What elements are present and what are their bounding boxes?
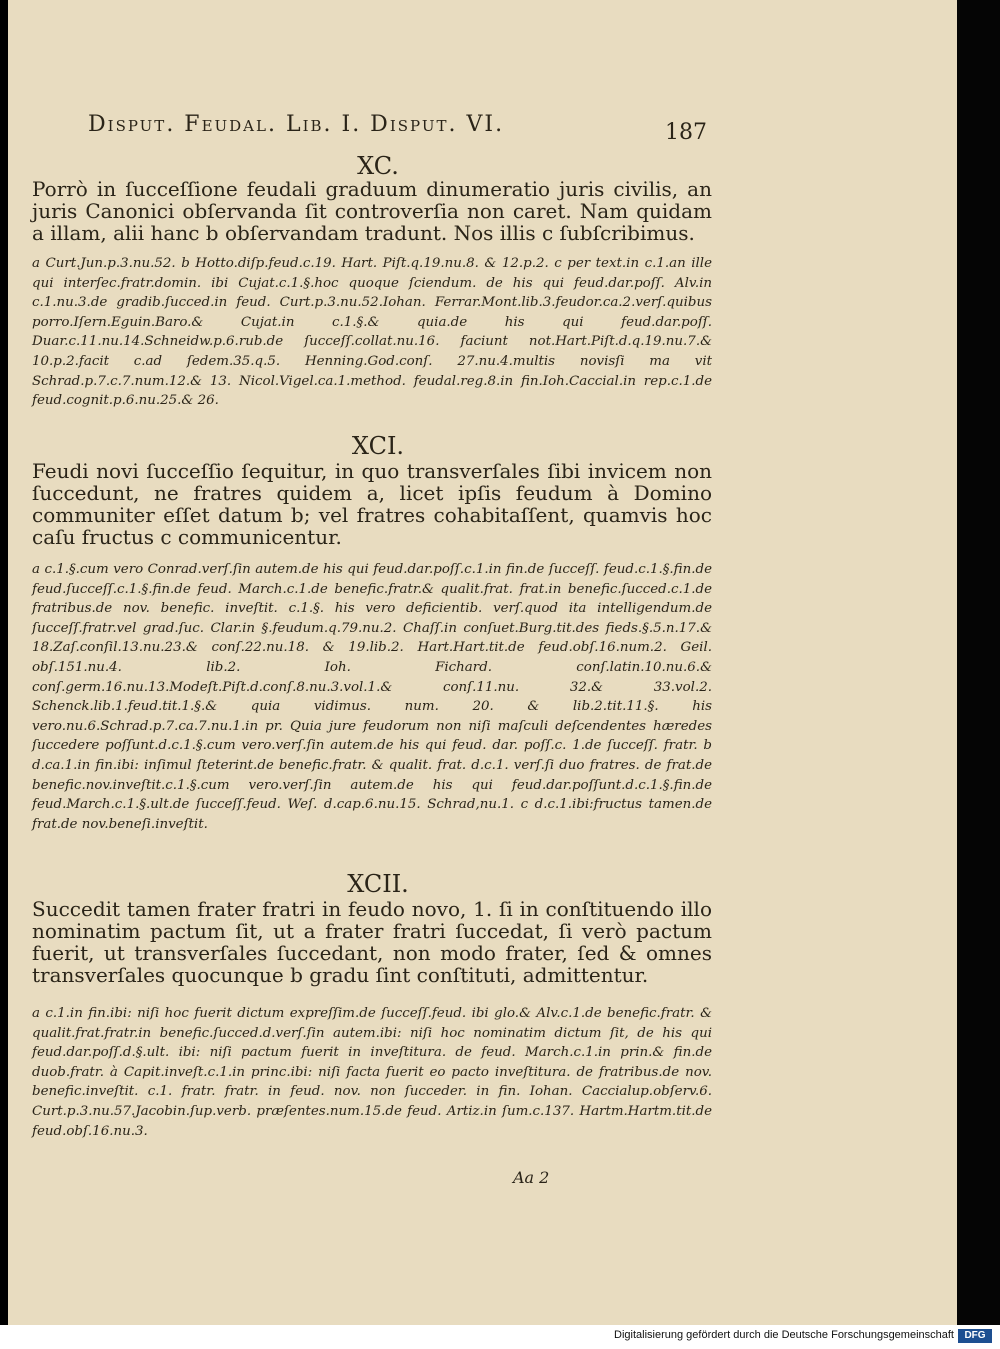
footer-bar (0, 1325, 1000, 1349)
footer-funding-text: Digitalisierung gefördert durch die Deutsche Forschungsgemeinschaft (614, 1329, 954, 1341)
section-text-xc: Porrò in ſucceſſione feudali graduum dinumeratio juris civilis, an juris Canonici obſervanda ſit controverſia non caret. Nam quidam a illam, alii hanc b obſervandam tradunt. Nos illis c ſubſcribimus. (32, 177, 712, 245)
section-notes-xci: a c.1.§.cum vero Conrad.verſ.ſin autem.de his qui feud.dar.poſſ.c.1.in fin.de ſucceſſ. feud.c.1.§.fin.de feud.ſucceſſ.c.1.§.fin.de feud. March.c.1.de benefic.fratr.& qualit.frat. frat.in benefic.ſucced.c.1.de fratribus.de nov. benefic. inveſtit. c.1.§. his vero deficientib. verſ.quod ita intelligendum.de ſucceſſ.fratr.vel grad.ſuc. Clar.in §.feudum.q.79.nu.2. Chaſſ.in conſuet.Burg.tit.des fieds.§.5.n.17.& 18.Zaſ.conſil.13.nu.23.& conſ.22.nu.18. & 19.lib.2. Hart.Hart.tit.de feud.obſ.16.num.2. Geil. obſ.151.nu.4. lib.2. Ioh. Fichard. conſ.latin.10.nu.6.& conſ.germ.16.nu.13.Modeſt.Piſt.d.conſ.8.nu.3.vol.1.& conſ.11.nu. 32.& 33.vol.2. Schenck.lib.1.feud.tit.1.§.& quia vidimus. num. 20. & lib.2.tit.11.§. his vero.nu.6.Schrad.p.7.ca.7.nu.1.in pr. Quia jure feudorum non niſi maſculi deſcendentes hæredes ſuccedere poſſunt.d.c.1.§.cum vero.verſ.ſin autem.de his qui feud. dar. poſſ.c. 1.de ſucceſſ. fratr. b d.ca.1.in fin.ibi: inſimul ſteterint.de benefic.fratr. & qualit. frat. d.c.1. verſ.ſi duo fratres. de frat.de benefic.nov.inveſtit.c.1.§.cum vero.verſ.ſin autem.de his qui feud.dar.poſſunt.d.c.1.§.fin.de feud.March.c.1.§.ult.de ſucceſſ.feud. Weſ. d.cap.6.nu.15. Schrad,nu.1. c d.c.1.ibi:fructus tamen.de frat.de nov.beneſi.inveſtit. (32, 562, 712, 832)
scan-border (957, 0, 1000, 1325)
section-heading-xci: XCI. (351, 432, 405, 460)
section-text-xcii: Succedit tamen frater fratri in feudo novo, 1. ſi in conſtituendo illo nominatim pactum ſit, ut a frater fratri ſuccedat, ſi verò pactum fuerit, ut transverſales ſuccedant, non modo frater, ſed & omnes transverſales quocunque b gradu ſint conſtituti, admittentur. (32, 897, 712, 987)
catchword: Aa 2 (513, 1168, 550, 1187)
section-text-xci: Feudi novi ſucceſſio ſequitur, in quo transverſales ſibi invicem non ſuccedunt, ne fratres quidem a, licet ipſis feudum à Domino communiter eſſet datum b; vel fratres cohabitaſſent, quamvis hoc caſu fructus c communicentur. (32, 459, 712, 549)
running-head: Disput. Feudal. Lib. I. Disput. VI. (88, 112, 505, 137)
dfg-logo: DFG (958, 1329, 992, 1343)
section-notes-xcii: a c.1.in fin.ibi: niſi hoc fuerit dictum expreſſim.de ſucceſſ.feud. ibi glo.& Alv.c.1.de benefic.fratr. & qualit.frat.fratr.in benefic.ſucced.d.verſ.ſin autem.ibi: niſi hoc nominatim dictum ſit, de his qui feud.dar.poſſ.d.§.ult. ibi: niſi pactum fuerit in inveſtitura. de feud. March.c.1.in prin.& fin.de duob.fratr. à Capit.inveſt.c.1.in princ.ibi: niſi facta fuerit eo pacto inveſtitura. de fratribus.de nov. benefic.inveſtit. c.1. fratr. fratr. in feud. nov. non ſucceder. in fin. Iohan. Caccialup.obſerv.6. Curt.p.3.nu.57.Jacobin.ſup.verb. præſentes.num.15.de feud. Artiz.in ſum.c.137. Hartm.Hartm.tit.de feud.obſ.16.nu.3. (32, 1006, 712, 1139)
section-heading-xc: XC. (357, 152, 399, 180)
page-number: 187 (665, 120, 707, 145)
section-heading-xcii: XCII. (347, 870, 409, 898)
section-notes-xc: a Curt.Jun.p.3.nu.52. b Hotto.diſp.feud.c.19. Hart. Piſt.q.19.nu.8. & 12.p.2. c per text.in c.1.an ille qui interſec.fratr.domin. ibi Cujat.c.1.§.hoc quoque ſciendum. de his qui feud.dar.poſſ. Alv.in c.1.nu.3.de gradib.ſucced.in feud. Curt.p.3.nu.52.Iohan. Ferrar.Mont.lib.3.feudor.ca.2.verſ.quibus porro.Iſern.Eguin.Baro.& Cujat.in c.1.§.& quia.de his qui feud.dar.poſſ. Duar.c.11.nu.14.Schneidw.p.6.rub.de ſucceſſ.collat.nu.16. faciunt not.Hart.Piſt.d.q.19.nu.7.& 10.p.2.facit c.ad ſedem.35.q.5. Henning.God.conſ. 27.nu.4.multis novisſi ma vit Schrad.p.7.c.7.num.12.& 13. Nicol.Vigel.ca.1.method. feudal.reg.8.in fin.Ioh.Caccial.in rep.c.1.de feud.cognit.p.6.nu.25.& 26. (32, 256, 712, 409)
book-page (8, 0, 965, 1325)
